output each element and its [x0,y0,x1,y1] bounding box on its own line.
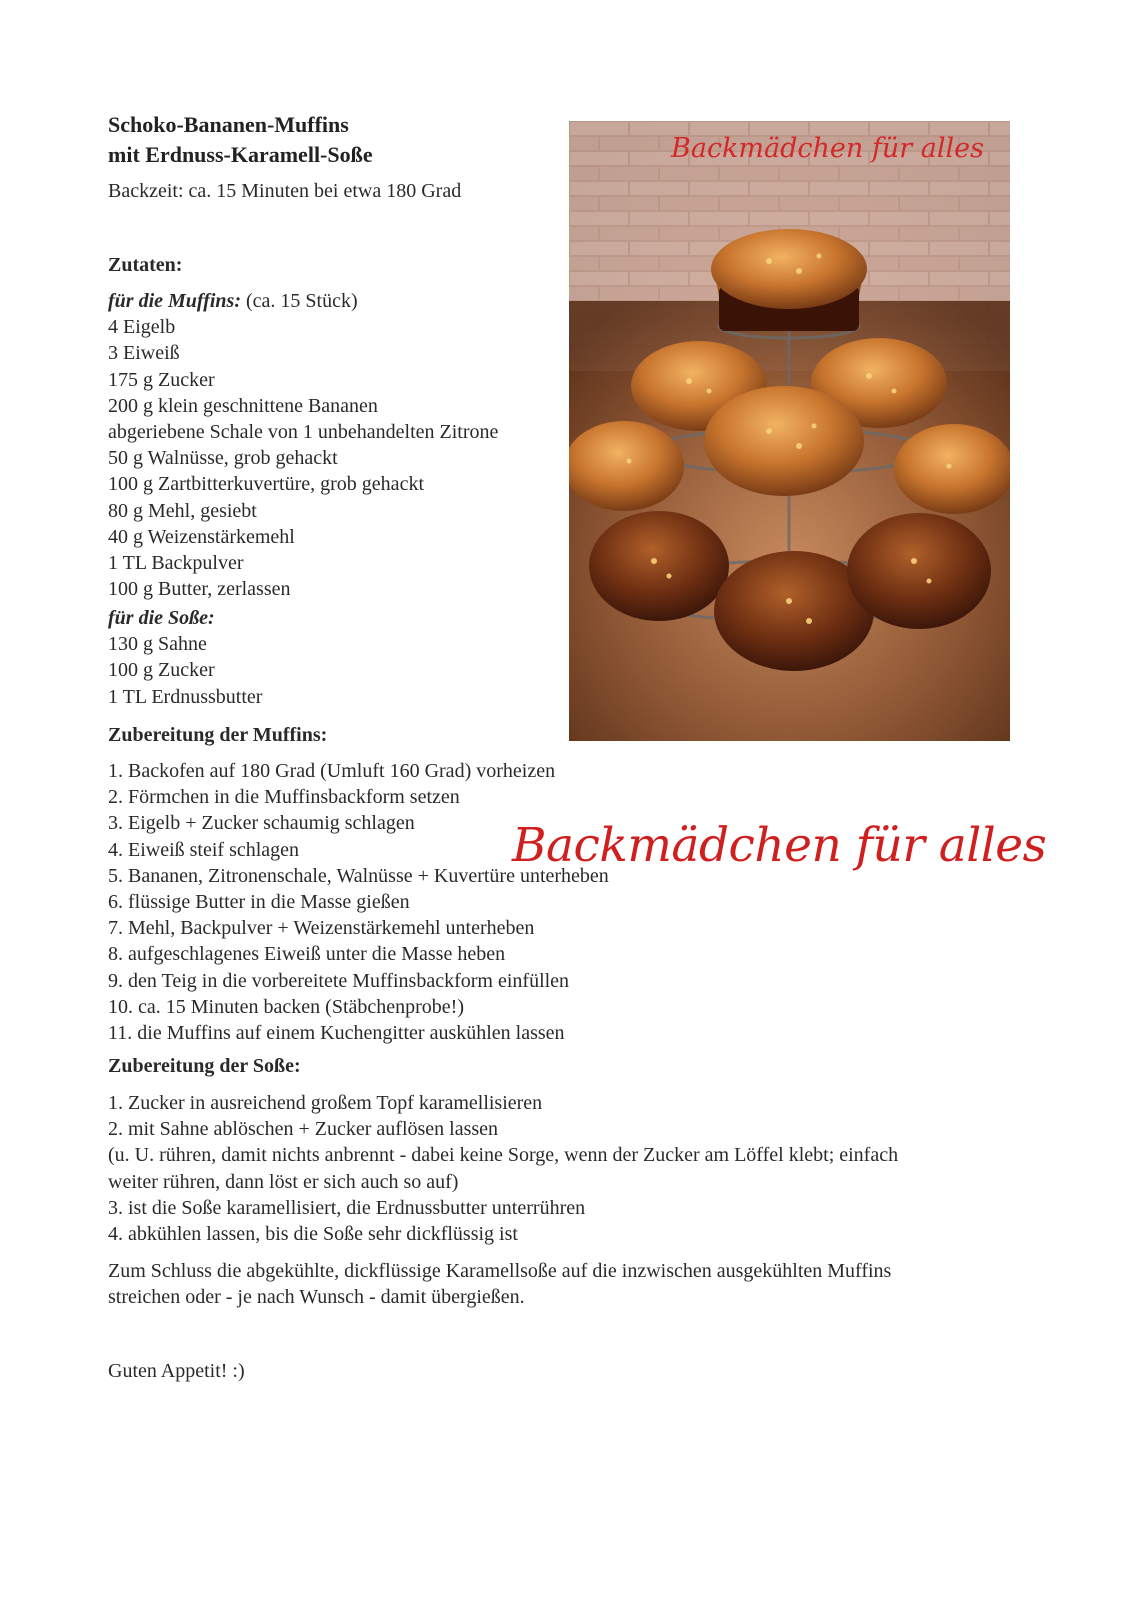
muffin-ingredients-label-line [108,288,498,314]
prep-step: 3. ist die Soße karamellisiert, die Erdnussbutter unterrühren [108,1196,586,1219]
ingredient-item: 3 Eiweiß [108,342,180,365]
prep-step: 6. flüssige Butter in die Masse gießen [108,891,410,914]
prep-step: 2. mit Sahne ablöschen + Zucker auflösen lassen [108,1118,499,1141]
sign-off: Guten Appetit! :) [108,1360,245,1382]
title-line-2: mit Erdnuss-Karamell-Soße [108,142,373,167]
ingredient-item: 175 g Zucker [108,368,215,391]
prep-step: (u. U. rühren, damit nichts anbrennt - dabei keine Sorge, wenn der Zucker am Löffel klebt; einfach [108,1144,899,1167]
closing-line-2: streichen oder - je nach Wunsch - damit übergießen. [108,1286,525,1309]
prep-sauce [108,1090,898,1247]
ingredient-item: 50 g Walnüsse, grob gehackt [108,447,338,470]
ingredient-item: 100 g Zucker [108,659,215,682]
ingredients-heading: Zutaten: [108,254,183,276]
ingredient-item: 100 g Butter, zerlassen [108,578,291,601]
muffin-ingredients [108,288,498,602]
prep-step: 7. Mehl, Backpulver + Weizenstärkemehl unterheben [108,917,535,940]
prep-muffins-heading: Zubereitung der Muffins: [108,724,328,746]
muffin-ingredients-note: (ca. 15 Stück) [241,290,358,312]
sauce-step-list [108,1090,898,1247]
prep-muffins [108,758,609,1046]
prep-sauce-heading: Zubereitung der Soße: [108,1055,301,1077]
prep-step: 3. Eigelb + Zucker schaumig schlagen [108,812,415,835]
prep-step: 10. ca. 15 Minuten backen (Stäbchenprobe!) [108,995,464,1018]
closing-paragraph [108,1258,891,1310]
ingredient-item: 1 TL Erdnussbutter [108,685,263,708]
bake-time: Backzeit: ca. 15 Minuten bei etwa 180 Grad [108,180,462,202]
prep-step: 2. Förmchen in die Muffinsbackform setzen [108,786,460,809]
prep-step: 9. den Teig in die vorbereitete Muffinsbackform einfüllen [108,969,570,992]
muffin-ingredients-label: für die Muffins: [108,290,241,312]
page-watermark: Backmädchen für alles [512,818,1047,873]
ingredient-item: 130 g Sahne [108,633,207,656]
muffin-photo [569,121,1010,741]
sauce-ingredient-list [108,631,262,710]
ingredient-item: 80 g Mehl, gesiebt [108,499,257,522]
ingredient-item: 200 g klein geschnittene Bananen [108,394,378,417]
prep-step: weiter rühren, dann löst er sich auch so auf) [108,1170,459,1193]
closing-line-1: Zum Schluss die abgekühlte, dickflüssige Karamellsoße auf die inzwischen ausgekühlten Muffins [108,1260,892,1282]
sauce-ingredients [108,605,262,710]
ingredient-item: 4 Eigelb [108,316,176,339]
ingredient-item: abgeriebene Schale von 1 unbehandelten Zitrone [108,421,499,444]
ingredient-item: 1 TL Backpulver [108,552,244,575]
prep-step: 1. Backofen auf 180 Grad (Umluft 160 Grad) vorheizen [108,760,556,782]
prep-step: 4. Eiweiß steif schlagen [108,838,300,861]
prep-step: 8. aufgeschlagenes Eiweiß unter die Masse heben [108,943,506,966]
ingredient-item: 100 g Zartbitterkuvertüre, grob gehackt [108,473,424,496]
prep-step: 1. Zucker in ausreichend großem Topf karamellisieren [108,1092,543,1114]
title-line-1: Schoko-Bananen-Muffins [108,112,349,137]
sauce-ingredients-label: für die Soße: [108,607,215,629]
muffin-illustration [569,121,1010,741]
prep-step: 11. die Muffins auf einem Kuchengitter auskühlen lassen [108,1022,565,1045]
muffin-step-list [108,758,609,1046]
photo-watermark: Backmädchen für alles [671,133,984,164]
prep-step: 4. abkühlen lassen, bis die Soße sehr dickflüssig ist [108,1223,518,1246]
prep-step: 5. Bananen, Zitronenschale, Walnüsse + Kuvertüre unterheben [108,864,609,887]
muffin-ingredient-list [108,314,498,602]
recipe-title [108,110,373,170]
ingredient-item: 40 g Weizenstärkemehl [108,525,295,548]
